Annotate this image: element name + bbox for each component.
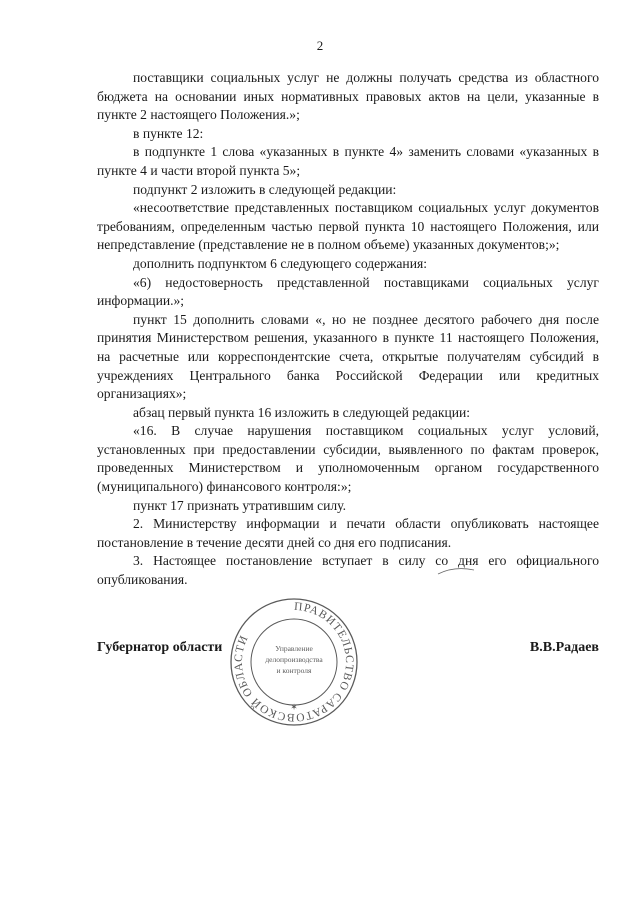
paragraph: «несоответствие представленных поставщиком социальных услуг документов требованиям, определенным частью первой пункта 10 настоящего Положения, или непредставление (представление не в полном объеме) указанных документов;»; xyxy=(97,200,599,253)
paragraph: дополнить подпунктом 6 следующего содержания: xyxy=(133,255,428,271)
paragraph: 2. Министерству информации и печати области опубликовать настоящее постановление в течение десяти дней со дня его подписания. xyxy=(97,516,599,550)
seal-ring-text: ПРАВИТЕЛЬСТВО САРАТОВСКОЙ ОБЛАСТИ xyxy=(232,600,356,724)
paragraph: «6) недостоверность представленной поставщиками социальных услуг информации.»; xyxy=(97,274,599,309)
paragraph: пункт 17 признать утратившим силу. xyxy=(133,497,346,513)
star-icon: ✶ xyxy=(290,702,298,712)
pen-mark xyxy=(436,565,476,577)
signatory-title: Губернатор области xyxy=(97,640,223,655)
signatory-name: В.В.Радаев xyxy=(529,640,599,655)
seal-center-line: Управление xyxy=(275,644,313,653)
page-number: 2 xyxy=(316,38,324,53)
paragraph: поставщики социальных услуг не должны получать средства из областного бюджета на основании иных нормативных правовых актов на цели, указанные в пункте 2 настоящего Положения.»; xyxy=(97,70,599,123)
paragraph: подпункт 2 изложить в следующей редакции: xyxy=(133,181,397,197)
seal-center-line: и контроля xyxy=(276,666,312,675)
paragraph: в пункте 12: xyxy=(133,125,204,141)
paragraph: «16. В случае нарушения поставщиком социальных услуг условий, установленных при предоставлении субсидии, выявленного по фактам проверок, проведенных Министерством и уполномоченным органом государственного (муниципального) финансового контроля:»; xyxy=(97,423,599,495)
seal-center-line: делопроизводства xyxy=(265,655,323,664)
official-seal xyxy=(228,596,360,728)
paragraph: 3. Настоящее постановление вступает в силу со дня его официального опубликования. xyxy=(97,553,599,588)
paragraph: абзац первый пункта 16 изложить в следующей редакции: xyxy=(133,404,471,420)
paragraph: пункт 15 дополнить словами «, но не позднее десятого рабочего дня после принятия Министерством решения, указанного в пункте 11 настоящего Положения, на расчетные или корреспондентские счета, открытые получателям субсидий в учреждениях Центрального банка Российской Федерации или кредитных организациях»; xyxy=(97,311,599,402)
document-body xyxy=(97,69,599,590)
paragraph: в подпункте 1 слова «указанных в пункте 4» заменить словами «указанных в пункте 4 и части второй пункта 5»; xyxy=(97,144,599,178)
